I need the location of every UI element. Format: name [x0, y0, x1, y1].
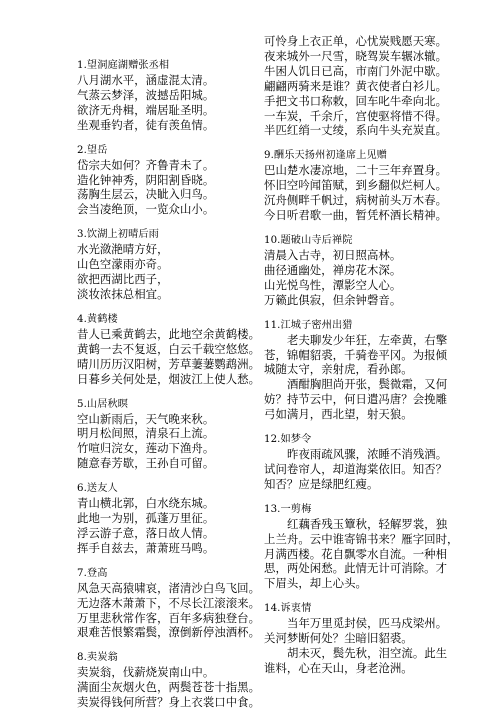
right-column [264, 34, 469, 686]
poem-line: 昔人已乘黄鹤去，此地空余黄鹤楼。 [77, 326, 261, 341]
poem-block [264, 432, 469, 492]
poem-line: 曲径通幽处，禅房花木深。 [264, 262, 402, 277]
poem-block [264, 502, 469, 592]
poem-line: 当年万里觅封侯，匹马戍梁州。 [287, 616, 448, 631]
poem-block [264, 233, 469, 308]
poem-line: 苍，锦帽貂裘，千骑卷平冈。为报倾 [264, 347, 448, 362]
poem-line: 竹喧归浣女，莲动下渔舟。 [77, 441, 215, 456]
poem-line: 水光潋滟晴方好， [77, 242, 169, 257]
poem-line: 万籁此俱寂，但余钟磬音。 [264, 292, 402, 307]
poem-block [264, 148, 469, 223]
poem-title: 12.如梦令 [264, 434, 312, 446]
poem-line: 下眉头，却上心头。 [264, 576, 367, 591]
poem-block [264, 34, 469, 138]
poem-line: 试问卷帘人，却道海棠依旧。知否？ [264, 461, 448, 476]
poem-title: 2.望岳 [77, 144, 108, 156]
poem-line: 牛困人饥日已高，市南门外泥中歇。 [264, 63, 448, 78]
poem-line: 无边落木萧萧下，不尽长江滚滚来。 [77, 595, 261, 610]
poem-block [77, 58, 275, 133]
poem-line: 空山新雨后，天气晚来秋。 [77, 411, 215, 426]
poem-title: 13.一剪梅 [264, 503, 312, 515]
poem-title: 3.饮湖上初晴后雨 [77, 229, 159, 241]
poem-title: 1.望洞庭湖赠张丞相 [77, 60, 170, 71]
poem-line: 上兰舟。云中谁寄锦书来？雁字回时， [264, 531, 459, 546]
poem-line: 浮云游子意，落日故人情。 [77, 525, 215, 540]
poem-block [77, 481, 275, 556]
poem-title: 14.诉衷情 [264, 603, 312, 615]
poem-line: 手把文书口称敕，回车叱牛牵向北。 [264, 93, 448, 108]
poem-line: 随意春芳歇，王孙自可留。 [77, 456, 215, 471]
poem-block [264, 318, 469, 422]
poem-line: 夜来城外一尺雪，晓驾炭车辗冰辙。 [264, 48, 448, 63]
poem-line: 满面尘灰烟火色，两鬓苍苍十指黑。 [77, 680, 261, 695]
poem-line: 可怜身上衣正单，心忧炭贱愿天寒。 [264, 34, 448, 48]
poem-line: 谁料，心在天山，身老沧洲。 [264, 661, 413, 675]
poem-line: 风急天高猿啸哀，渚清沙白鸟飞回。 [77, 580, 261, 595]
poem-line: 怀旧空吟闻笛赋，到乡翻似烂柯人。 [264, 178, 448, 193]
poem-block [77, 650, 275, 710]
poem-line: 卖炭翁，伐薪烧炭南山中。 [77, 665, 215, 680]
poem-line: 月满西楼。花自飘零水自流。一种相 [264, 546, 448, 561]
poem-line: 今日听君歌一曲，暂凭杯酒长精神。 [264, 208, 448, 223]
poem-line: 沉舟侧畔千帆过，病树前头万木春。 [264, 193, 448, 208]
poem-line: 巴山楚水凄凉地，二十三年弃置身。 [264, 163, 448, 178]
poem-line: 黄鹤一去不复返，白云千载空悠悠。 [77, 341, 261, 356]
poem-line: 青山横北郭，白水绕东城。 [77, 496, 215, 511]
poem-block [77, 227, 275, 302]
poem-title: 9.酬乐天扬州初逢席上见赠 [264, 150, 388, 162]
poem-title: 11.江城子密州出猎 [264, 319, 353, 331]
poem-title: 4.黄鹤楼 [77, 313, 118, 325]
poem-line: 挥手自兹去，萧萧班马鸣。 [77, 540, 215, 555]
poem-line: 城随太守，亲射虎，看孙郎。 [264, 362, 413, 377]
poem-title: 5.山居秋暝 [77, 398, 129, 410]
poem-line: 红藕香残玉簟秋，轻解罗裳，独 [287, 516, 448, 531]
poem-title: 6.送友人 [77, 483, 118, 495]
poem-line: 半匹红绡一丈绫，系向牛头充炭直。 [264, 123, 448, 138]
poem-line: 一车炭，千余斤，宫使驱将惜不得。 [264, 108, 448, 123]
poem-line: 山光悦鸟性，潭影空人心。 [264, 277, 402, 292]
poem-block [77, 566, 275, 641]
poem-line: 荡胸生层云，决眦入归鸟。 [77, 187, 215, 202]
left-column [77, 58, 275, 720]
poem-title: 7.登高 [77, 567, 108, 579]
poem-line: 山色空濛雨亦奇。 [77, 257, 169, 272]
poem-line: 思，两处闲愁。此情无计可消除。才 [264, 561, 448, 576]
poem-line: 翩翩两骑来是谁？黄衣使者白衫儿。 [264, 78, 448, 93]
poem-line: 日暮乡关何处是，烟波江上使人愁。 [77, 371, 261, 386]
poem-line: 万里悲秋常作客，百年多病独登台。 [77, 610, 261, 625]
poem-block [77, 312, 275, 387]
poem-line: 弓如满月，西北望，射天狼。 [264, 407, 413, 422]
poem-block [77, 397, 275, 472]
poem-line: 欲济无舟楫，端居耻圣明。 [77, 102, 215, 117]
poem-line: 明月松间照，清泉石上流。 [77, 426, 215, 441]
poem-line: 造化钟神秀，阴阳割昏晓。 [77, 172, 215, 187]
poem-line: 胡未灭，鬓先秋，泪空流。此生 [287, 646, 448, 661]
poem-line: 知否？应是绿肥红瘦。 [264, 476, 379, 491]
poem-title: 8.卖炭翁 [77, 652, 118, 664]
poem-line: 气蒸云梦泽，波撼岳阳城。 [77, 87, 215, 102]
poem-line: 关河梦断何处？尘暗旧貂裘。 [264, 631, 413, 646]
poem-line: 岱宗夫如何？齐鲁青未了。 [77, 157, 215, 172]
poem-title: 10.题破山寺后禅院 [264, 234, 353, 246]
poem-line: 妨？持节云中，何日遣冯唐？会挽雕 [264, 392, 448, 407]
poem-line: 艰难苦恨繁霜鬓，潦倒新停浊酒杯。 [77, 625, 261, 640]
poem-line: 会当凌绝顶，一览众山小。 [77, 202, 215, 217]
poem-line: 昨夜雨疏风骤，浓睡不消残酒。 [287, 447, 448, 462]
poem-line: 欲把西湖比西子， [77, 272, 169, 287]
poem-line: 卖炭得钱何所营？身上衣裳口中食。 [77, 695, 261, 710]
poem-line: 酒酣胸胆尚开张，鬓微霜，又何 [287, 377, 448, 392]
poem-line: 淡妆浓抹总相宜。 [77, 286, 169, 301]
poem-line: 坐观垂钓者，徒有羡鱼情。 [77, 117, 215, 132]
poem-block [264, 601, 469, 676]
poem-line: 清晨入古寺，初日照高林。 [264, 247, 402, 262]
poem-line: 老夫聊发少年狂，左牵黄，右擎 [287, 332, 448, 347]
poem-line: 此地一为别，孤蓬万里征。 [77, 511, 215, 526]
poem-line: 八月湖水平，涵虚混太清。 [77, 73, 215, 87]
poem-block [77, 143, 275, 218]
poem-line: 晴川历历汉阳树，芳草萋萋鹦鹉洲。 [77, 356, 261, 371]
